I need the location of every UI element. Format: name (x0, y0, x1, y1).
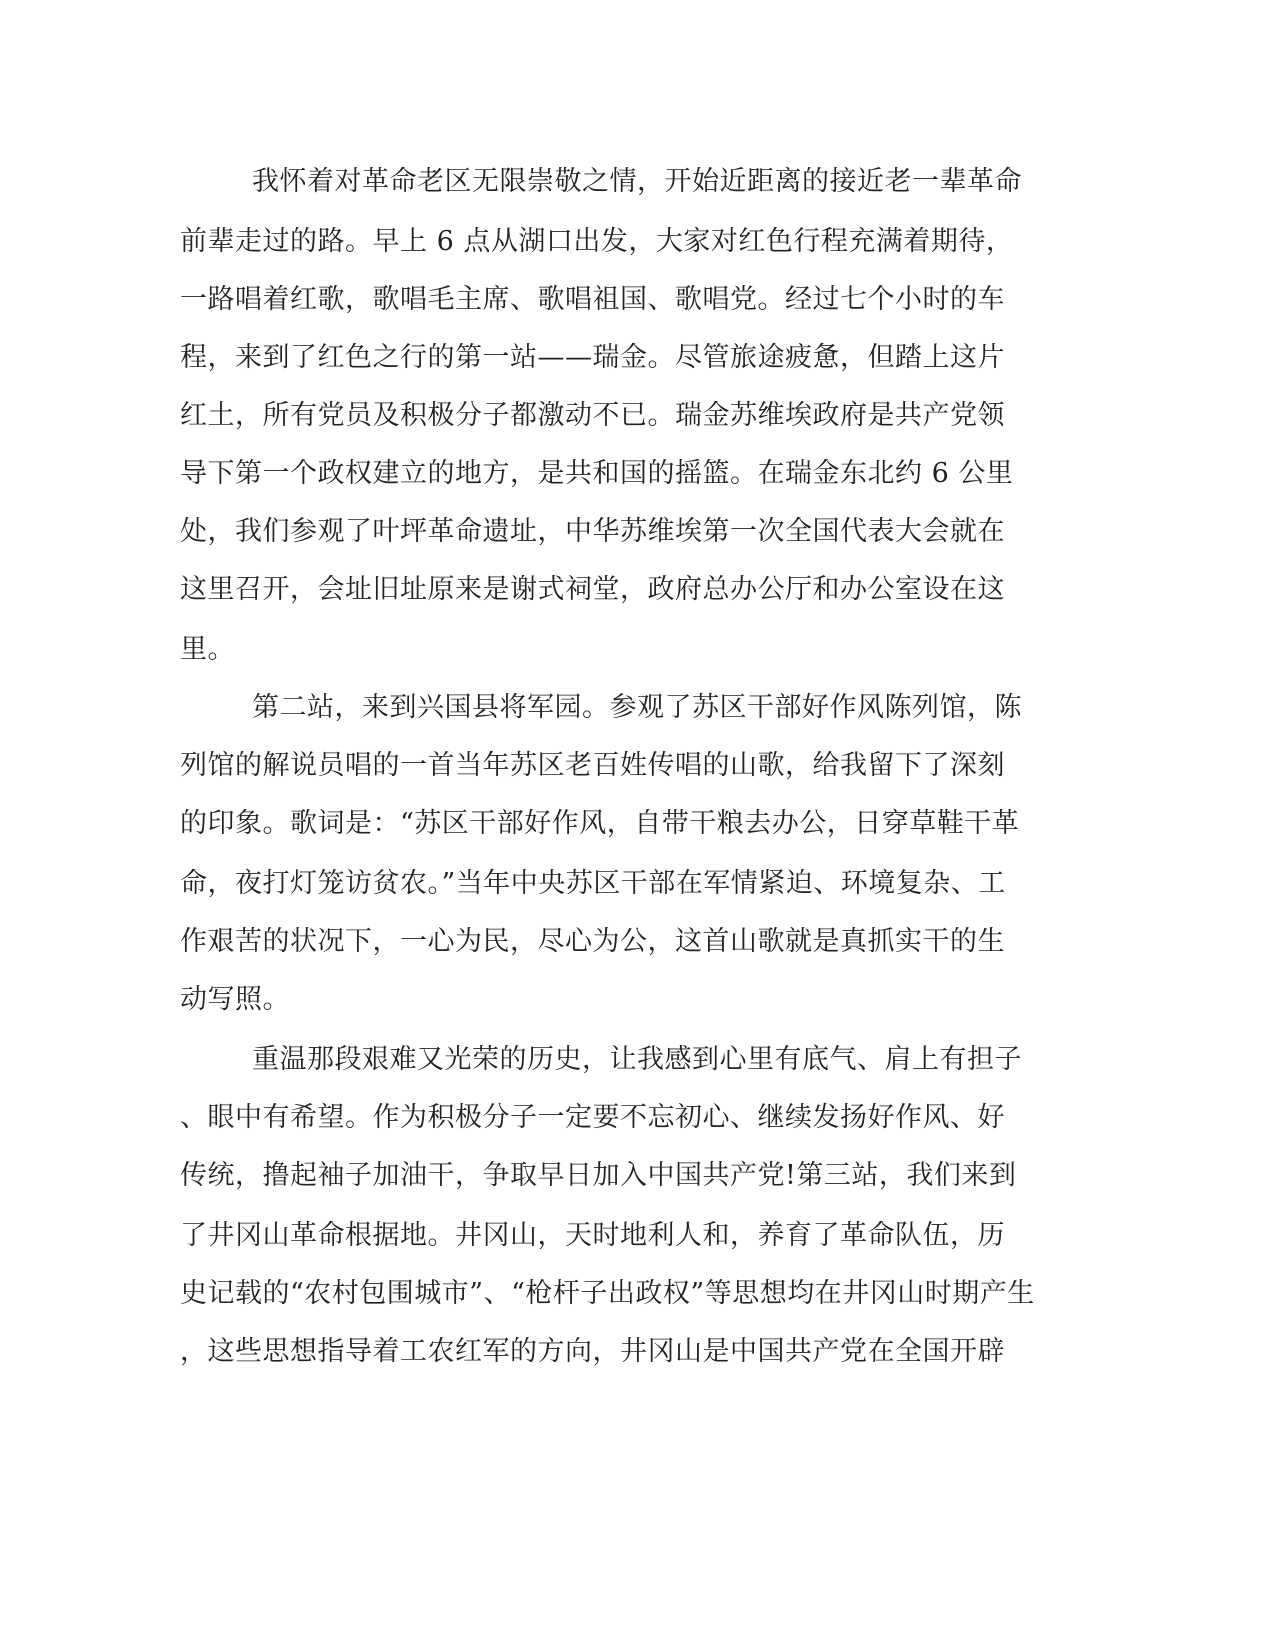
text-line: 里。 (180, 634, 235, 665)
text-line: 第二站，来到兴国县将军园。参观了苏区干部好作风陈列馆，陈 (252, 692, 1022, 723)
text-line: 我怀着对革命老区无限崇敬之情，开始近距离的接近老一辈革命 (252, 166, 1022, 197)
text-line: 了井冈山革命根据地。井冈山，天时地利人和，养育了革命队伍，历 (180, 1220, 1005, 1251)
text-line: 导下第一个政权建立的地方，是共和国的摇篮。在瑞金东北约 6 公里 (180, 458, 1014, 489)
text-line: 程，来到了红色之行的第一站——瑞金。尽管旅途疲惫，但踏上这片 (180, 342, 1005, 373)
text-line: 作艰苦的状况下，一心为民，尽心为公，这首山歌就是真抓实干的生 (180, 926, 1005, 957)
text-line: 红土，所有党员及积极分子都激动不已。瑞金苏维埃政府是共产党领 (180, 400, 1005, 431)
text-line: 、眼中有希望。作为积极分子一定要不忘初心、继续发扬好作风、好 (180, 1102, 1005, 1133)
text-line: 命，夜打灯笼访贫农。”当年中央苏区干部在军情紧迫、环境复杂、工 (180, 868, 1006, 899)
text-line: 处，我们参观了叶坪革命遗址，中华苏维埃第一次全国代表大会就在 (180, 516, 1005, 547)
text-line: 重温那段艰难又光荣的历史，让我感到心里有底气、肩上有担子 (252, 1044, 1022, 1075)
text-line: 传统，撸起袖子加油干，争取早日加入中国共产党!第三站，我们来到 (180, 1160, 1017, 1191)
text-line: ，这些思想指导着工农红军的方向，井冈山是中国共产党在全国开辟 (180, 1336, 1005, 1367)
text-line: 列馆的解说员唱的一首当年苏区老百姓传唱的山歌，给我留下了深刻 (180, 750, 1005, 781)
text-line: 一路唱着红歌，歌唱毛主席、歌唱祖国、歌唱党。经过七个小时的车 (180, 284, 1005, 315)
text-line: 动写照。 (180, 984, 290, 1015)
text-line: 史记载的“农村包围城市”、“枪杆子出政权”等思想均在井冈山时期产生 (180, 1278, 1035, 1309)
text-line: 的印象。歌词是：“苏区干部好作风，自带干粮去办公，日穿草鞋干革 (180, 808, 1020, 839)
text-line: 这里召开，会址旧址原来是谢式祠堂，政府总办公厅和办公室设在这 (180, 574, 1005, 605)
text-line: 前辈走过的路。早上 6 点从湖口出发，大家对红色行程充满着期待， (180, 226, 1014, 257)
